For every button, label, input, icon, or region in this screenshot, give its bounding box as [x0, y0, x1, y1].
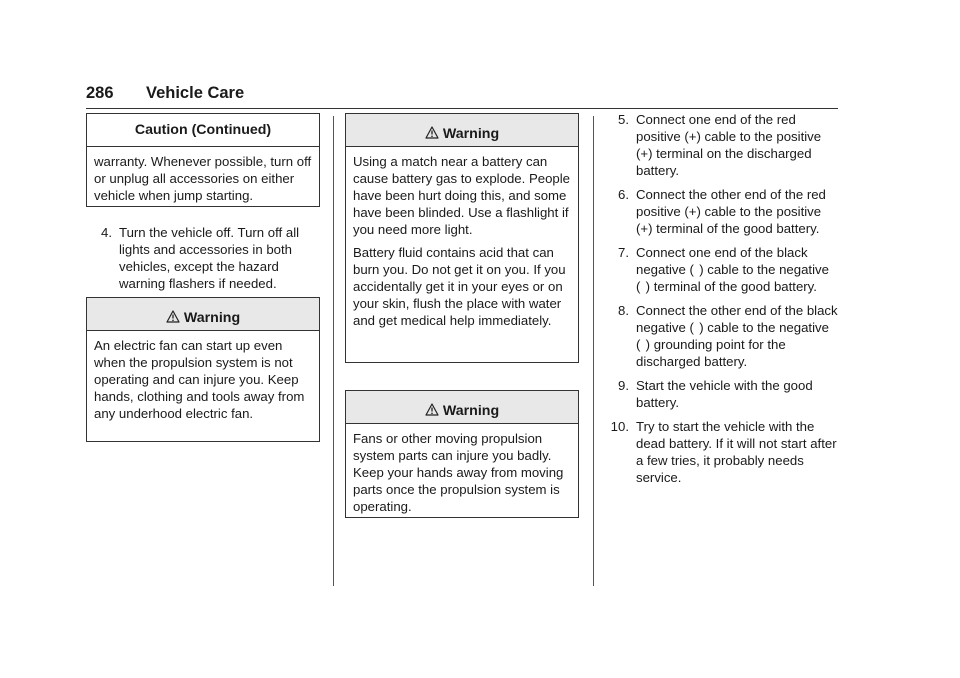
warning-title: Warning [442, 403, 500, 419]
warning-body: An electric fan can start up even when the propulsion system is not operating and can injure you. Keep hands, clothing and tools away from any underhood electric fan. [94, 338, 305, 421]
warning-triangle-icon [166, 310, 180, 323]
warning-title: Warning [183, 310, 241, 326]
caution-title: Caution (Continued) [87, 114, 319, 147]
warning-box-battery [345, 113, 579, 363]
column-divider-1 [333, 116, 334, 586]
step-text: Connect the other end of the black negative ( ) cable to the negative ( ) grounding point for the discharged battery. [636, 303, 838, 369]
page-title: Vehicle Care [146, 84, 245, 102]
caution-box [86, 113, 320, 207]
step-number: 5. [618, 112, 629, 127]
list-item [603, 186, 841, 237]
step-number: 7. [618, 245, 629, 260]
warning-triangle-icon [425, 403, 439, 416]
step-text: Connect one end of the black negative ( ) cable to the negative ( ) terminal of the good battery. [636, 245, 829, 294]
step-text: Connect one end of the red positive (+) cable to the positive (+) terminal on the discharged battery. [636, 112, 822, 178]
warning-header [346, 391, 578, 424]
step-number: 4. [101, 225, 112, 240]
warning-header [87, 298, 319, 331]
step-text: Turn the vehicle off. Turn off all lights and accessories in both vehicles, except the hazard warning flashers if needed. [119, 225, 300, 291]
step-text: Try to start the vehicle with the dead battery. If it will not start after a few tries, it probably needs service. [636, 419, 837, 485]
page-number: 286 [86, 84, 114, 102]
warning-header [346, 114, 578, 147]
step-number: 8. [618, 303, 629, 318]
warning-body: Using a match near a battery can cause battery gas to explode. People have been hurt doing this, and some have been blinded. Use a flashlight if you need more light. Battery fluid contains acid that can burn you. Do not get it on you. If you accidentally get it in your eyes or on your skin, flush the place with water and get medical help immediately. [353, 154, 571, 328]
left-steps-list [86, 224, 320, 299]
step-number: 9. [618, 378, 629, 393]
right-steps-list [603, 111, 841, 493]
warning-title: Warning [442, 126, 500, 142]
list-item [603, 111, 841, 179]
step-number: 6. [618, 187, 629, 202]
list-item [603, 244, 841, 295]
page-header [86, 84, 838, 109]
list-item [603, 418, 841, 486]
list-item [603, 377, 841, 411]
warning-box-parts [345, 390, 579, 518]
list-item [603, 302, 841, 370]
step-number: 10. [610, 419, 629, 434]
step-text: Start the vehicle with the good battery. [636, 378, 813, 410]
column-divider-2 [593, 116, 594, 586]
step-text: Connect the other end of the red positive (+) cable to the positive (+) terminal of the good battery. [636, 187, 826, 236]
caution-text: warranty. Whenever possible, turn off or unplug all accessories on either vehicle when jump starting. [94, 154, 312, 203]
list-item [86, 224, 320, 292]
warning-triangle-icon [425, 126, 439, 139]
warning-body: Fans or other moving propulsion system parts can injure you badly. Keep your hands away from moving parts once the propulsion system is operating. [353, 431, 564, 514]
warning-box-fan [86, 297, 320, 442]
